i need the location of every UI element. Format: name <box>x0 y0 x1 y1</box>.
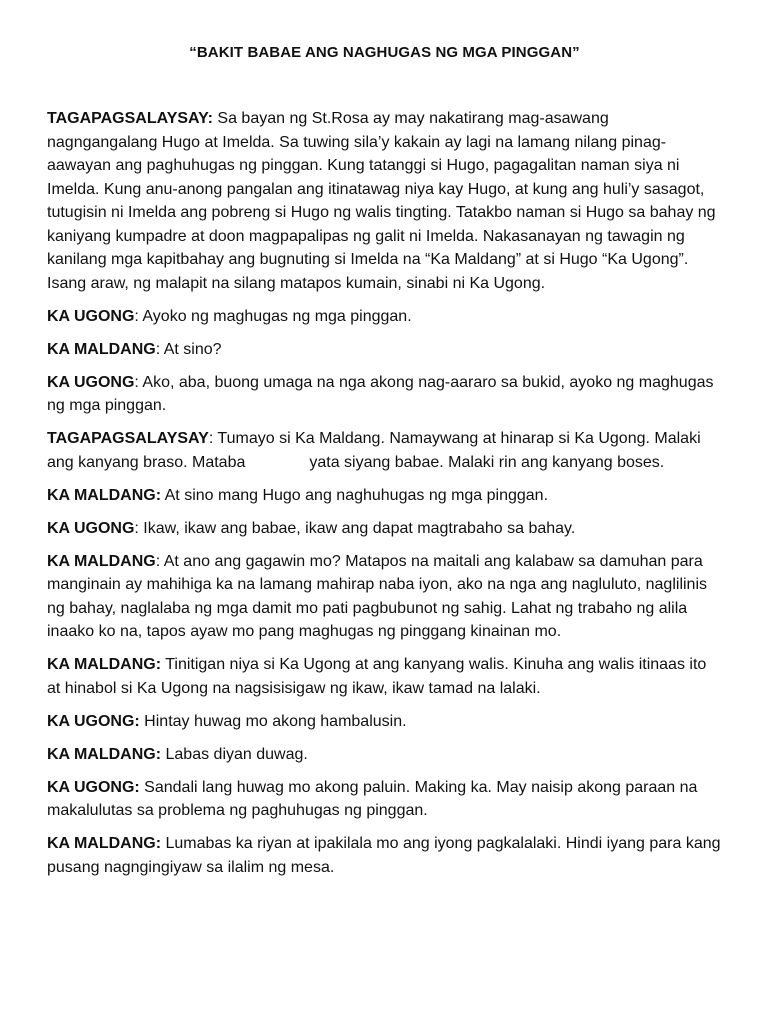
paragraph-dialogue-3 <box>47 338 722 362</box>
paragraph-text: : Ikaw, ikaw ang babae, ikaw ang dapat magtrabaho sa bahay. <box>134 519 576 537</box>
paragraph-text: : Ako, aba, buong umaga na nga akong nag-aararo sa bukid, ayoko ng maghugas ng mga pinggan. <box>47 373 714 414</box>
speaker-label: KA MALDANG <box>47 340 156 358</box>
document-title: “BAKIT BABAE ANG NAGHUGAS NG MGA PINGGAN” <box>189 44 580 61</box>
paragraph-text-continued: yata siyang babae. Malaki rin ang kanyang boses. <box>309 453 665 471</box>
paragraph-dialogue-8 <box>47 550 722 644</box>
paragraph-text: : Ayoko ng maghugas ng mga pinggan. <box>134 307 412 325</box>
paragraph-dialogue-10 <box>47 710 722 734</box>
paragraph-text: Sa bayan ng St.Rosa ay may nakatirang mag-asawang nagngangalang Hugo at Imelda. Sa tuwing sila’y kakain ay lagi na lamang nilang pinag-aawayan ang paghuhugas ng pinggan. Kung tatanggi si Hugo, pagagalitan naman siya ni Imelda. Kung anu-anong pangalan ang itinatawag niya kay Hugo, at kung ang huli’y sasagot, tutugisin ni Imelda ang pobreng si Hugo ng walis tingting. Tatakbo naman si Hugo sa bahay ng kaniyang kumpadre at doon magpapalipas ng galit ni Imelda. Nakasanayan ng tawagin ng kanilang mga kapitbahay ang bugnuting si Imelda na “Ka Maldang” at si Hugo “Ka Ugong”. Isang araw, ng malapit na silang matapos kumain, sinabi ni Ka Ugong. <box>47 110 716 292</box>
speaker-label: KA MALDANG: <box>47 745 162 763</box>
speaker-label: TAGAPAGSALAYSAY <box>47 430 209 447</box>
speaker-label: TAGAPAGSALAYSAY: <box>47 110 213 127</box>
speaker-label: KA MALDANG <box>47 552 156 570</box>
speaker-label: KA MALDANG: <box>47 486 162 504</box>
paragraph-text: Sandali lang huwag mo akong paluin. Making ka. May naisip akong paraan na makalulutas sa problema ng paghuhugas ng pinggan. <box>47 778 698 819</box>
paragraph-text: : Tumayo si Ka Maldang. Namaywang at hinarap si Ka Ugong. Malaki ang kanyang braso. Mataba <box>47 430 701 471</box>
speaker-label: KA MALDANG: <box>47 835 162 852</box>
paragraph-narration-1 <box>47 107 722 295</box>
speaker-label: KA MALDANG: <box>47 656 162 673</box>
paragraph-dialogue-6 <box>47 484 722 508</box>
paragraph-text: : At sino? <box>155 340 222 358</box>
speaker-label: KA UGONG: <box>47 778 140 796</box>
speaker-label: KA UGONG <box>47 519 135 537</box>
paragraph-text: At sino mang Hugo ang naghuhugas ng mga pinggan. <box>161 486 549 504</box>
paragraph-dialogue-12 <box>47 776 722 823</box>
paragraph-text: Hintay huwag mo akong hambalusin. <box>139 712 407 730</box>
paragraph-dialogue-4 <box>47 371 722 418</box>
paragraph-text: Labas diyan duwag. <box>161 745 308 763</box>
paragraph-dialogue-13 <box>47 832 722 879</box>
paragraph-text: : At ano ang gagawin mo? Matapos na maitali ang kalabaw sa damuhan para manginain ay mahihiga ka na lamang mahirap naba iyon, ako na nga ang nagluluto, naglilinis ng bahay, naglalaba ng mga damit mo pati pagbubunot ng sahig. Lahat ng trabaho ng alila inaako ko na, tapos ayaw mo pang maghugas ng pinggang kinainan mo. <box>47 552 707 640</box>
paragraph-dialogue-9 <box>47 653 722 700</box>
speaker-label: KA UGONG: <box>47 712 140 730</box>
paragraph-dialogue-7 <box>47 517 722 541</box>
paragraph-dialogue-11 <box>47 743 722 767</box>
paragraph-dialogue-2 <box>47 305 722 329</box>
paragraph-text: Lumabas ka riyan at ipakilala mo ang iyong pagkalalaki. Hindi iyang para kang pusang nagngingiyaw sa ilalim ng mesa. <box>47 835 721 876</box>
speaker-label: KA UGONG <box>47 307 135 325</box>
speaker-label: KA UGONG <box>47 373 135 391</box>
paragraph-narration-5 <box>47 427 722 474</box>
paragraph-text: Tinitigan niya si Ka Ugong at ang kanyang walis. Kinuha ang walis itinaas ito at hinabol si Ka Ugong na nagsisisigaw ng ikaw, ikaw tamad na lalaki. <box>47 656 707 697</box>
